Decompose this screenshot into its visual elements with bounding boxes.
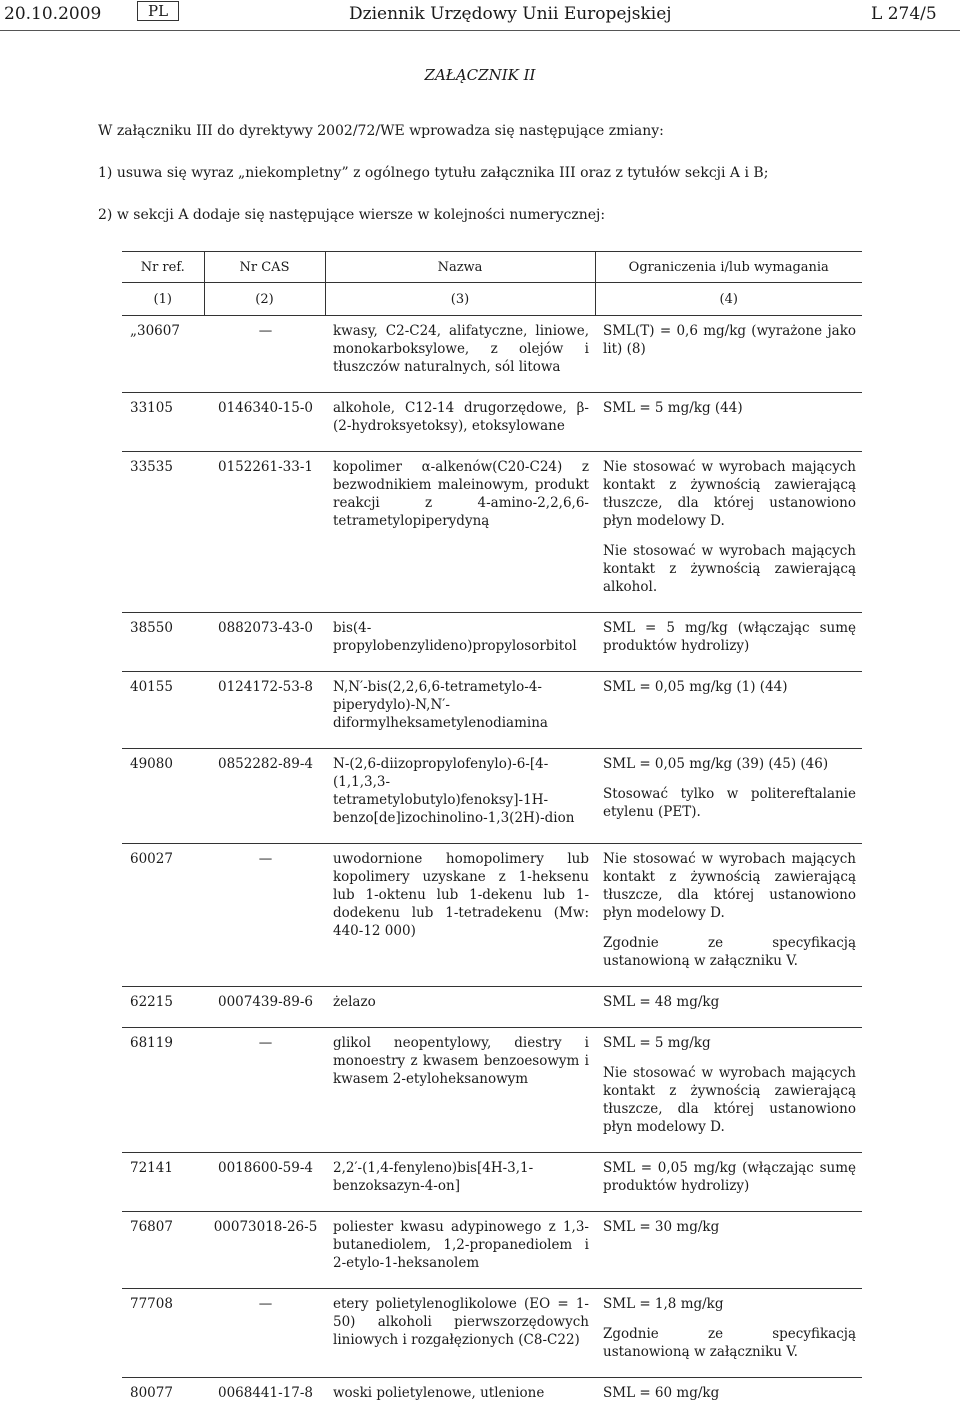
limits-cell xyxy=(595,452,862,613)
limits-cell xyxy=(595,1289,862,1378)
limits-cell xyxy=(595,1153,862,1212)
limit-text: Nie stosować w wyrobach mających kontakt z żywnością zawierającą tłuszcze, dla której ustanowiono płyn modelowy D. xyxy=(603,1064,856,1136)
name-cell: N,N′-bis(2,2,6,6-tetrametylo-4-piperydylo)-N,N′-diformylheksametylenodiamina xyxy=(325,672,595,749)
limits-cell xyxy=(595,1028,862,1153)
name-cell: żelazo xyxy=(325,987,595,1028)
table-colnum-row xyxy=(122,283,862,316)
cas-cell: 0124172-53-8 xyxy=(204,672,325,749)
header-journal: Dziennik Urzędowy Unii Europejskiej xyxy=(349,4,672,24)
limit-text: SML = 30 mg/kg xyxy=(603,1218,856,1236)
limit-text: Stosować tylko w politereftalanie etylenu (PET). xyxy=(603,785,856,821)
table-row xyxy=(122,1378,862,1418)
table-body xyxy=(122,316,862,1418)
ref-cell: 49080 xyxy=(122,749,204,844)
limit-text: SML = 0,05 mg/kg (39) (45) (46) xyxy=(603,755,856,773)
table-row xyxy=(122,987,862,1028)
ref-cell: „30607 xyxy=(122,316,204,393)
colnum-2: (2) xyxy=(204,283,325,316)
ref-cell: 33535 xyxy=(122,452,204,613)
limits-cell xyxy=(595,613,862,672)
ref-cell: 33105 xyxy=(122,393,204,452)
table-row xyxy=(122,452,862,613)
cas-cell: 0152261-33-1 xyxy=(204,452,325,613)
limit-text: SML = 5 mg/kg (włączając sumę produktów hydrolizy) xyxy=(603,619,856,655)
limit-text: Nie stosować w wyrobach mających kontakt z żywnością zawierającą tłuszcze, dla której ustanowiono płyn modelowy D. xyxy=(603,458,856,530)
cas-cell: 0146340-15-0 xyxy=(204,393,325,452)
limit-text: SML = 48 mg/kg xyxy=(603,993,856,1011)
name-cell: alkohole, C12-14 drugorzędowe, β-(2-hydroksyetoksy), etoksylowane xyxy=(325,393,595,452)
colnum-3: (3) xyxy=(325,283,595,316)
name-cell: uwodornione homopolimery lub kopolimery uzyskane z 1-heksenu lub 1-oktenu lub 1-dekenu lub 1-dodekenu lub 1-tetradekenu (Mw: 440-12 000) xyxy=(325,844,595,987)
cas-cell: 0018600-59-4 xyxy=(204,1153,325,1212)
cas-cell: — xyxy=(204,1028,325,1153)
ref-cell: 68119 xyxy=(122,1028,204,1153)
cas-cell: — xyxy=(204,844,325,987)
limit-text: SML = 1,8 mg/kg xyxy=(603,1295,856,1313)
table-header-row xyxy=(122,252,862,283)
table-row xyxy=(122,613,862,672)
limit-text: Zgodnie ze specyfikacją ustanowioną w załączniku V. xyxy=(603,1325,856,1361)
table-row xyxy=(122,1289,862,1378)
ref-cell: 77708 xyxy=(122,1289,204,1378)
name-cell: bis(4-propylobenzylideno)propylosorbitol xyxy=(325,613,595,672)
cas-cell: — xyxy=(204,316,325,393)
limit-text: SML = 60 mg/kg xyxy=(603,1384,856,1402)
table-row xyxy=(122,393,862,452)
limit-text: Zgodnie ze specyfikacją ustanowioną w załączniku V. xyxy=(603,934,856,970)
name-cell: kopolimer α-alkenów(C20-C24) z bezwodnikiem maleinowym, produkt reakcji z 4-amino-2,2,6,6-tetrametylopiperydyną xyxy=(325,452,595,613)
table-row xyxy=(122,749,862,844)
limits-cell xyxy=(595,672,862,749)
header-cas: Nr CAS xyxy=(204,252,325,283)
name-cell: kwasy, C2-C24, alifatyczne, liniowe, monokarboksylowe, z olejów i tłuszczów naturalnych, sól litowa xyxy=(325,316,595,393)
limit-text: SML(T) = 0,6 mg/kg (wyrażone jako lit) (8) xyxy=(603,322,856,358)
table-row xyxy=(122,316,862,393)
table-row xyxy=(122,844,862,987)
annex-title: ZAŁĄCZNIK II xyxy=(0,66,960,84)
name-cell: poliester kwasu adypinowego z 1,3-butanediolem, 1,2-propanediolem i 2-etylo-1-heksanolem xyxy=(325,1212,595,1289)
limit-text: Nie stosować w wyrobach mających kontakt z żywnością zawierającą tłuszcze, dla której ustanowiono płyn modelowy D. xyxy=(603,850,856,922)
header-page: L 274/5 xyxy=(871,4,937,24)
header-name: Nazwa xyxy=(325,252,595,283)
page-header xyxy=(0,0,960,31)
name-cell: glikol neopentylowy, diestry i monoestry z kwasem benzoesowym i kwasem 2-etyloheksanowym xyxy=(325,1028,595,1153)
cas-cell: 0852282-89-4 xyxy=(204,749,325,844)
name-cell: N-(2,6-diizopropylofenylo)-6-[4-(1,1,3,3-tetrametylobutylo)fenoksy]-1H-benzo[de]izochinolino-1,3(2H)-dion xyxy=(325,749,595,844)
table-row xyxy=(122,1212,862,1289)
item-2: 2) w sekcji A dodaje się następujące wiersze w kolejności numerycznej: xyxy=(98,207,888,223)
limit-text: SML = 0,05 mg/kg (włączając sumę produktów hydrolizy) xyxy=(603,1159,856,1195)
limit-text: SML = 5 mg/kg xyxy=(603,1034,856,1052)
cas-cell: 0068441-17-8 xyxy=(204,1378,325,1418)
header-date: 20.10.2009 xyxy=(4,4,101,24)
substances-table xyxy=(122,251,862,1418)
limits-cell xyxy=(595,316,862,393)
header-ref: Nr ref. xyxy=(122,252,204,283)
header-lang-badge: PL xyxy=(137,1,179,21)
ref-cell: 40155 xyxy=(122,672,204,749)
limit-text: SML = 5 mg/kg (44) xyxy=(603,399,856,417)
ref-cell: 60027 xyxy=(122,844,204,987)
limits-cell xyxy=(595,393,862,452)
ref-cell: 38550 xyxy=(122,613,204,672)
cas-cell: — xyxy=(204,1289,325,1378)
header-limits: Ograniczenia i/lub wymagania xyxy=(595,252,862,283)
ref-cell: 72141 xyxy=(122,1153,204,1212)
colnum-1: (1) xyxy=(122,283,204,316)
limits-cell xyxy=(595,987,862,1028)
limit-text: SML = 0,05 mg/kg (1) (44) xyxy=(603,678,856,696)
table-row xyxy=(122,1153,862,1212)
ref-cell: 80077 xyxy=(122,1378,204,1418)
cas-cell: 0007439-89-6 xyxy=(204,987,325,1028)
item-1: 1) usuwa się wyraz „niekompletny” z ogólnego tytułu załącznika III oraz z tytułów sekcji A i B; xyxy=(98,165,888,181)
colnum-4: (4) xyxy=(595,283,862,316)
ref-cell: 62215 xyxy=(122,987,204,1028)
limits-cell xyxy=(595,1378,862,1418)
name-cell: etery polietylenoglikolowe (EO = 1-50) alkoholi pierwszorzędowych liniowych i rozgałęzionych (C8-C22) xyxy=(325,1289,595,1378)
cas-cell: 0882073-43-0 xyxy=(204,613,325,672)
table-row xyxy=(122,672,862,749)
limit-text: Nie stosować w wyrobach mających kontakt z żywnością zawierającą alkohol. xyxy=(603,542,856,596)
ref-cell: 76807 xyxy=(122,1212,204,1289)
intro-text: W załączniku III do dyrektywy 2002/72/WE wprowadza się następujące zmiany: xyxy=(98,123,888,139)
limits-cell xyxy=(595,1212,862,1289)
table-row xyxy=(122,1028,862,1153)
cas-cell: 00073018-26-5 xyxy=(204,1212,325,1289)
name-cell: woski polietylenowe, utlenione xyxy=(325,1378,595,1418)
limits-cell xyxy=(595,749,862,844)
limits-cell xyxy=(595,844,862,987)
name-cell: 2,2′-(1,4-fenyleno)bis[4H-3,1-benzoksazyn-4-on] xyxy=(325,1153,595,1212)
